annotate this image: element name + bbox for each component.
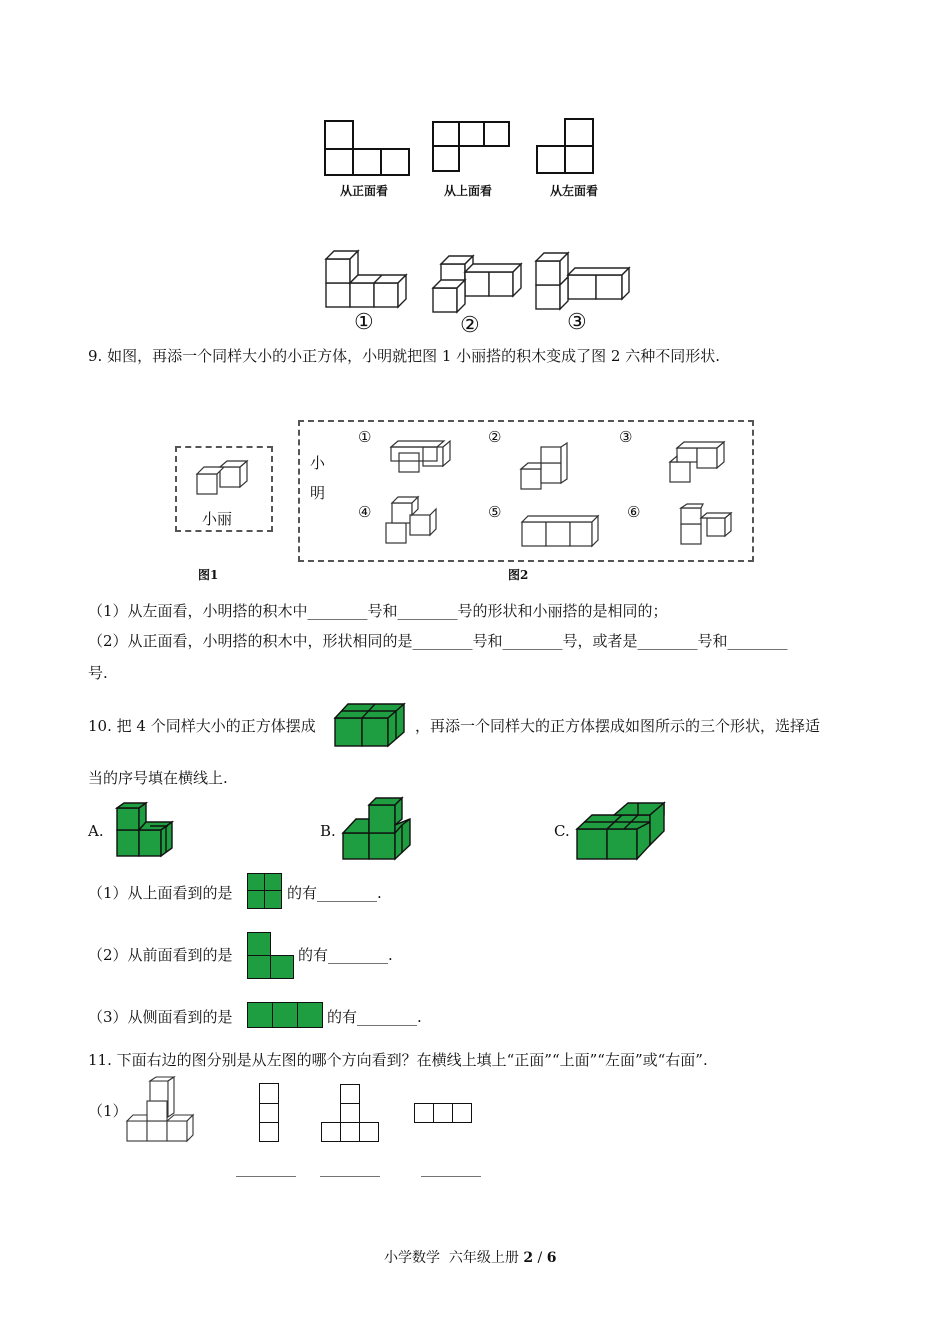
- xiaoming-shape-3-figure: [668, 440, 728, 484]
- shape-5-number: ⑤: [488, 503, 502, 521]
- option-b-green-figure: [342, 797, 414, 861]
- footer-text: 小学数学 六年级上册: [384, 1250, 524, 1266]
- footer-total: 6: [546, 1250, 557, 1266]
- q9-sub1: （1）从左面看，小明搭的积木中________号和________号的形状和小丽搭的是相同的；: [88, 602, 668, 620]
- four-cubes-green-figure: [334, 700, 410, 748]
- top-view-caption: 从上面看: [444, 184, 493, 198]
- q10-sub1-suffix: 的有________.: [287, 884, 382, 902]
- front-view-caption: 从正面看: [340, 184, 389, 198]
- option-3-number: ③: [567, 310, 587, 335]
- xiaoming-shape-1-figure: [386, 438, 452, 474]
- option-2-number: ②: [460, 313, 480, 338]
- q11-blank-2[interactable]: ________: [320, 1159, 380, 1177]
- xiaoming-shape-2-figure: [519, 445, 569, 491]
- footer-page: 2: [523, 1250, 534, 1266]
- option-b-label: B.: [320, 822, 336, 840]
- xiaoming-shape-6-figure: [679, 502, 733, 548]
- q11-stem: 11. 下面右边的图分别是从左图的哪个方向看到？在横线上填上“正面”“上面”“左面”或“右面”.: [88, 1051, 708, 1069]
- q11-blank-3[interactable]: ________: [421, 1159, 481, 1177]
- q9-sub2-line1: （2）从正面看，小明搭的积木中，形状相同的是________号和________号，或者是________号和________: [88, 632, 788, 650]
- shape-3-number: ③: [619, 428, 633, 446]
- option-a-label: A.: [88, 822, 104, 840]
- block-option-1-figure: [325, 250, 420, 310]
- xiaoli-blocks-figure: [196, 460, 250, 496]
- xiaoming-shape-4-figure: [384, 493, 438, 547]
- fig2-caption: 图2: [508, 568, 529, 582]
- q11-blank-1[interactable]: ________: [236, 1159, 296, 1177]
- q9-sub2-line2: 号.: [88, 664, 108, 682]
- option-c-green-figure: [576, 801, 668, 861]
- q9-stem: 9. 如图，再添一个同样大小的小正方体，小明就把图 1 小丽搭的积木变成了图 2 六种不同形状.: [88, 347, 721, 365]
- q10-sub1-prefix: （1）从上面看到的是: [88, 884, 233, 902]
- xiaoli-label: 小丽: [202, 510, 233, 528]
- shape-4-number: ④: [358, 503, 372, 521]
- fig1-caption: 图1: [198, 568, 219, 582]
- q10-stem-part1: 10. 把 4 个同样大小的正方体摆成: [88, 717, 316, 735]
- q10-stem-part2: ，再添一个同样大的正方体摆成如图所示的三个形状，选择适: [415, 717, 821, 735]
- xiaoming-shape-5-figure: [520, 510, 600, 550]
- q10-sub2-prefix: （2）从前面看到的是: [88, 946, 233, 964]
- option-a-green-figure: [116, 802, 178, 858]
- block-option-3-figure: [535, 250, 630, 312]
- left-view-caption: 从左面看: [550, 184, 599, 198]
- option-c-label: C.: [554, 822, 570, 840]
- footer-sep: /: [533, 1250, 547, 1266]
- q10-sub2-suffix: 的有________.: [298, 946, 393, 964]
- shape-6-number: ⑥: [627, 503, 641, 521]
- shape-1-number: ①: [358, 428, 372, 446]
- block-option-2-figure: [432, 246, 522, 314]
- q11-sub1-label: （1）: [88, 1102, 128, 1120]
- xiaoming-label-1: 小: [310, 454, 326, 472]
- shape-2-number: ②: [488, 428, 502, 446]
- option-1-number: ①: [354, 310, 374, 335]
- xiaoming-label-2: 明: [310, 484, 326, 502]
- page-footer: [384, 1247, 556, 1267]
- q10-sub3-prefix: （3）从侧面看到的是: [88, 1008, 233, 1026]
- q10-stem-line2: 当的序号填在横线上.: [88, 769, 228, 787]
- q10-sub3-suffix: 的有________.: [327, 1008, 422, 1026]
- q11-3d-figure: [126, 1077, 196, 1145]
